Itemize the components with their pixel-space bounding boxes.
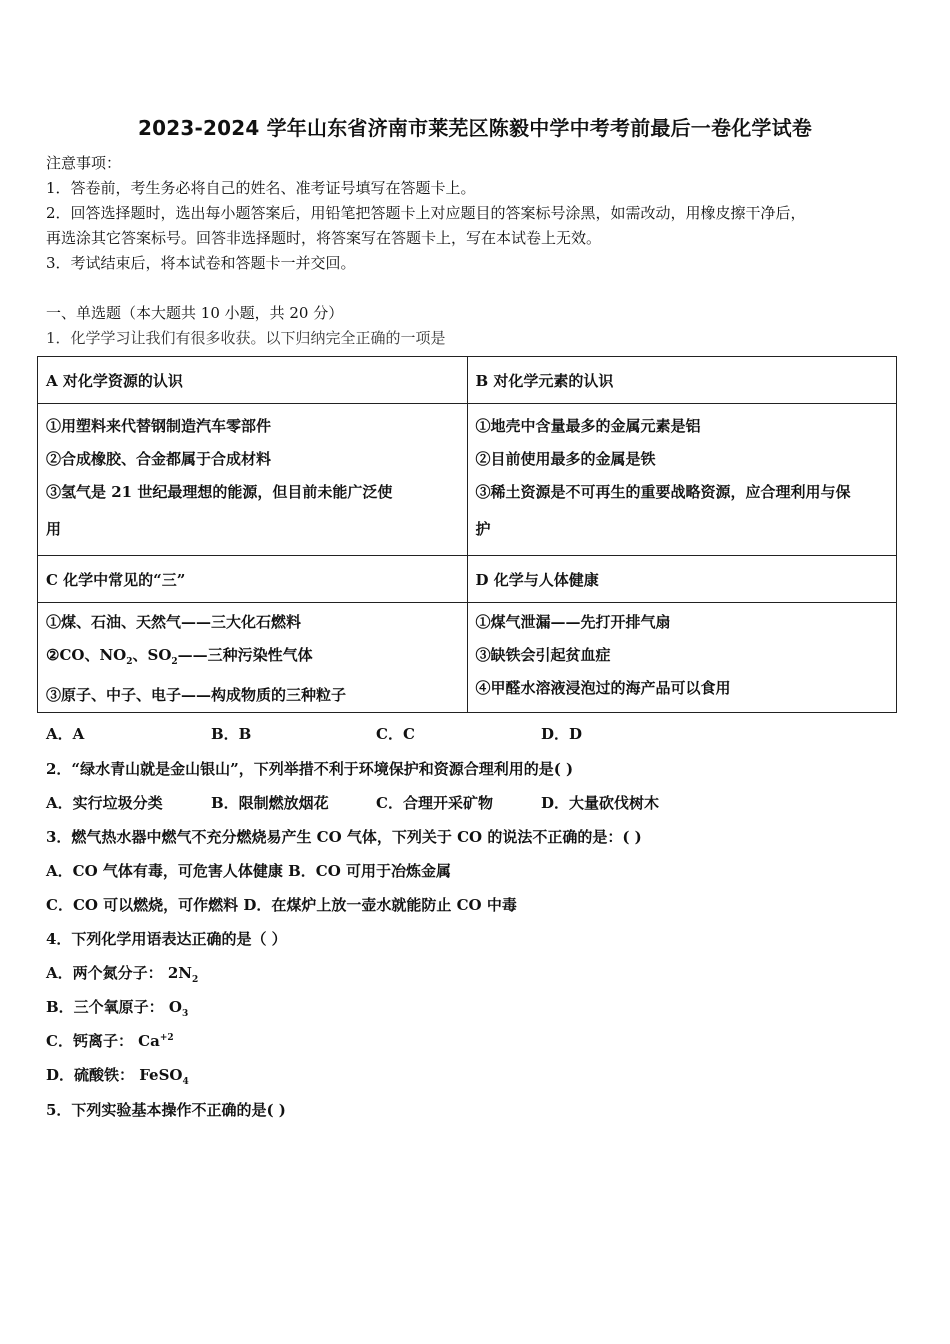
q1-option: B．B <box>211 725 252 743</box>
q1-a-item: ③氢气是 21 世纪最理想的能源，但目前未能广泛使 <box>46 483 393 501</box>
q1-option: A．A <box>46 725 85 743</box>
notice-item: 再选涂其它答案标号。回答非选择题时，将答案写在答题卡上，写在本试卷上无效。 <box>46 229 602 247</box>
q1-b-item: ②目前使用最多的金属是铁 <box>475 450 656 468</box>
q4-option-b: B．三个氧原子： $O_3$ <box>46 998 189 1019</box>
q4-stem: 4．下列化学用语表达正确的是（ ） <box>46 930 287 948</box>
q1-c-item: ③原子、中子、电子——构成物质的三种粒子 <box>46 686 347 704</box>
q1-b-item: ③稀土资源是不可再生的重要战略资源，应合理利用与保 <box>475 483 851 501</box>
q4-option-c: C．钙离子： $Ca^{+2}$ <box>46 1032 174 1050</box>
q1-option: C．C <box>376 725 415 743</box>
q1-d-item: ④甲醛水溶液浸泡过的海产品可以食用 <box>475 679 731 697</box>
q2-option: C．合理开采矿物 <box>376 794 493 812</box>
q2-options <box>46 792 659 813</box>
q1-b-item: 护 <box>475 520 491 538</box>
q2-option: A．实行垃圾分类 <box>46 794 163 812</box>
q1-d-item: ①煤气泄漏——先打开排气扇 <box>475 613 671 631</box>
q1-a-item: ①用塑料来代替钢制造汽车零部件 <box>46 417 272 435</box>
q1-a-item: 用 <box>46 520 62 538</box>
q4-option-a: A．两个氮分子： $2N_2$ <box>46 964 199 985</box>
exam-title: 2023-2024 学年山东省济南市莱芜区陈毅中学中考考前最后一卷化学试卷 <box>138 116 812 140</box>
q1-a-head: A 对化学资源的认识 <box>38 357 468 404</box>
q1-d-item: ③缺铁会引起贫血症 <box>475 646 611 664</box>
section-heading: 一、单选题（本大题共 10 小题，共 20 分） <box>46 304 344 322</box>
q2-stem: 2．“绿水青山就是金山银山”，下列举措不利于环境保护和资源合理利用的是( ) <box>46 760 574 778</box>
q1-c-item: ②CO、$NO_2$、$SO_2——$三种污染性气体 <box>46 646 313 667</box>
q2-option: B．限制燃放烟花 <box>211 794 329 812</box>
notice-heading: 注意事项： <box>46 154 122 172</box>
q1-b-head: B 对化学元素的认识 <box>467 357 897 404</box>
q4-option-d: D．硫酸铁： FeSO$_4$ <box>46 1066 189 1087</box>
q1-options <box>46 723 582 744</box>
q1-d-head: D 化学与人体健康 <box>467 556 897 603</box>
q1-stem: 1．化学学习让我们有很多收获。以下归纳完全正确的一项是 <box>46 329 446 347</box>
q1-c-item: ①煤、石油、天然气——三大化石燃料 <box>46 613 302 631</box>
notice-item: 2．回答选择题时，选出每小题答案后，用铅笔把答题卡上对应题目的答案标号涂黑，如需改动，用橡皮擦干净后， <box>46 204 806 222</box>
q3-stem: 3．燃气热水器中燃气不充分燃烧易产生 CO 气体，下列关于 CO 的说法不正确的是：( ) <box>46 828 642 846</box>
notice-item: 3．考试结束后，将本试卷和答题卡一并交回。 <box>46 254 356 272</box>
q3-options-line: C．CO 可以燃烧，可作燃料 D．在煤炉上放一壶水就能防止 CO 中毒 <box>46 896 517 914</box>
q1-option: D．D <box>541 725 583 743</box>
q3-options-line: A．CO 气体有毒，可危害人体健康 B．CO 可用于冶炼金属 <box>46 862 451 880</box>
notice-item: 1．答卷前，考生务必将自己的姓名、准考证号填写在答题卡上。 <box>46 179 476 197</box>
q2-option: D．大量砍伐树木 <box>541 794 660 812</box>
q1-a-item: ②合成橡胶、合金都属于合成材料 <box>46 450 272 468</box>
q1-c-head: C 化学中常见的“三” <box>38 556 468 603</box>
q1-b-item: ①地壳中含量最多的金属元素是铝 <box>475 417 701 435</box>
q1-table <box>37 356 897 713</box>
q5-stem: 5．下列实验基本操作不正确的是( ) <box>46 1101 286 1119</box>
